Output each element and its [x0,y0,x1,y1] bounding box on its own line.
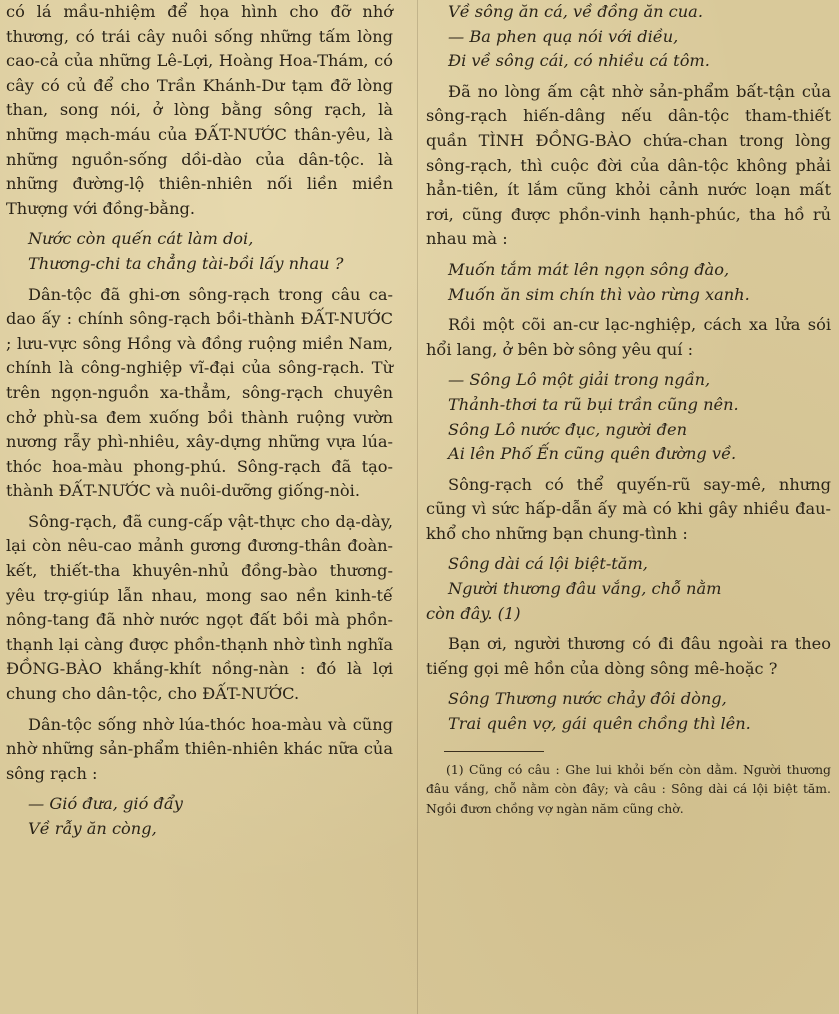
right-verse-4-line-2: Người thương đâu vắng, chỗ nằm [448,579,722,599]
left-verse-2-line-1: — Gió đưa, gió đẩy [28,794,183,814]
left-paragraph-4: Dân-tộc sống nhờ lúa-thóc hoa-màu và cũng nhờ những sản-phẩm thiên-nhiên khác nữa của sông rạch : [6,714,393,783]
right-verse-3-line-2: Thảnh-thơi ta rũ bụi trần cũng nên. [448,394,739,414]
right-paragraph-4: Bạn ơi, người thương có đi đâu ngoài ra theo tiếng gọi mê hồn của dòng sông mê-hoặc ? [426,634,831,678]
left-verse-2-line-2: Về rẫy ăn còng, [28,819,157,838]
left-paragraph-2: Dân-tộc đã ghi-ơn sông-rạch trong câu ca-dao ấy : chính sông-rạch bồi-thành ĐẤT-NƯỚC ; lưu-vực sông Hồng và đồng ruộng miền Nam, chính là công-nghiệp vĩ-đại của sông-rạch. Từ trên ngọn-nguồn xa-thẳm, sông-rạch chuyên chở phù-sa đem xuống bồi thành ruộng vườn nương rẫy phì-nhiêu, xây-dựng những vựa lúa-thóc hoa-màu phong-phú. Sông-rạch đã tạo-thành ĐẤT-NƯỚC và nuôi-dưỡng giống-nòi. [6,284,393,501]
left-paragraph-1: có lá mầu-nhiệm để họa hình cho đỡ nhớ thương, có trái cây nuôi sống những tấm lòng cao-cả của những Lê-Lợi, Hoàng Hoa-Thám, có cây có củ để cho Trần Khánh-Dư tạm đỡ lòng than, song nói, ở lòng bằng sông rạch, là những mạch-máu của ĐẤT-NƯỚC thân-yêu, là những nguồn-sống dồi-dào của dân-tộc. là những đường-lộ thiên-nhiên nối liền miền Thượng với đồng-bằng. [6,2,393,218]
footnote: (1) Cũng có câu : Ghe lui khỏi bến còn dằm. Người thương đâu vắng, chỗ nằm còn đây; và câu : Sông dài cá lội biệt tăm. Ngồi đươn chồng vợ ngàn năm cũng chờ. [426,761,831,816]
right-verse-5-line-2: Trai quên vợ, gái quên chồng thì lên. [448,714,751,734]
footnote-rule [444,751,544,752]
right-verse-1-line-2: — Ba phen quạ nói với diều, [448,26,679,46]
right-paragraph-1: Đã no lòng ấm cật nhờ sản-phẩm bất-tận của sông-rạch hiến-dâng nếu dân-tộc tham-thiết quần TÌNH ĐỒNG-BÀO chứa-chan trong lòng sông-rạch, thì cuộc đời của dân-tộc không phải hẳn-tiên, ít lắm cũng khỏi cảnh nước loạn mất rơi, cũng được phồn-vinh hạnh-phúc, tha hồ rủ nhau mà : [426,81,831,249]
right-verse-1-line-1: Về sông ăn cá, về đồng ăn cua. [448,2,703,21]
right-verse-3-line-1: — Sông Lô một giải trong ngần, [448,370,711,390]
right-verse-4-line-1: Sông dài cá lội biệt-tăm, [448,554,648,574]
right-verse-4-line-3: còn đây. (1) [426,603,521,623]
left-paragraph-3: Sông-rạch, đã cung-cấp vật-thực cho dạ-dày, lại còn nêu-cao mảnh gương đương-thân đoàn-kết, thiết-tha khuyên-nhủ đồng-bào thương-yêu trợ-giúp lẫn nhau, mong sao nền kinh-tế nông-tang đã nhờ nước ngọt đất bồi mà phồn-thạnh lại càng được phồn-thạnh nhờ tình nghĩa ĐỒNG-BÀO khắng-khít nồng-nàn : đó là lợi chung cho dân-tộc, cho ĐẤT-NƯỚC. [6,511,393,704]
right-verse-1-line-3: Đi về sông cái, có nhiều cá tôm. [448,51,710,71]
right-column [422,0,839,818]
right-verse-3-line-4: Ai lên Phố Ến cũng quên đường về. [448,444,737,464]
right-paragraph-2: Rồi một cõi an-cư lạc-nghiệp, cách xa lửa sói hổi lang, ở bên bờ sông yêu quí : [426,315,831,359]
left-column [0,0,415,842]
right-verse-2-line-1: Muốn tắm mát lên ngọn sông đào, [448,259,730,279]
left-verse-1-line-2: Thương-chi ta chẳng tài-bồi lấy nhau ? [28,253,344,273]
column-gutter [417,0,418,1014]
right-verse-3-line-3: Sông Lô nước đục, người đen [448,419,688,439]
left-verse-1-line-1: Nước còn quến cát làm doi, [28,229,254,249]
right-paragraph-3: Sông-rạch có thể quyến-rũ say-mê, nhưng cũng vì sức hấp-dẫn ấy mà có khi gây nhiều đau-khổ cho những bạn chung-tình : [426,474,831,543]
right-verse-2-line-2: Muốn ăn sim chín thì vào rừng xanh. [448,284,750,304]
right-verse-5-line-1: Sông Thương nước chảy đôi dòng, [448,689,727,709]
